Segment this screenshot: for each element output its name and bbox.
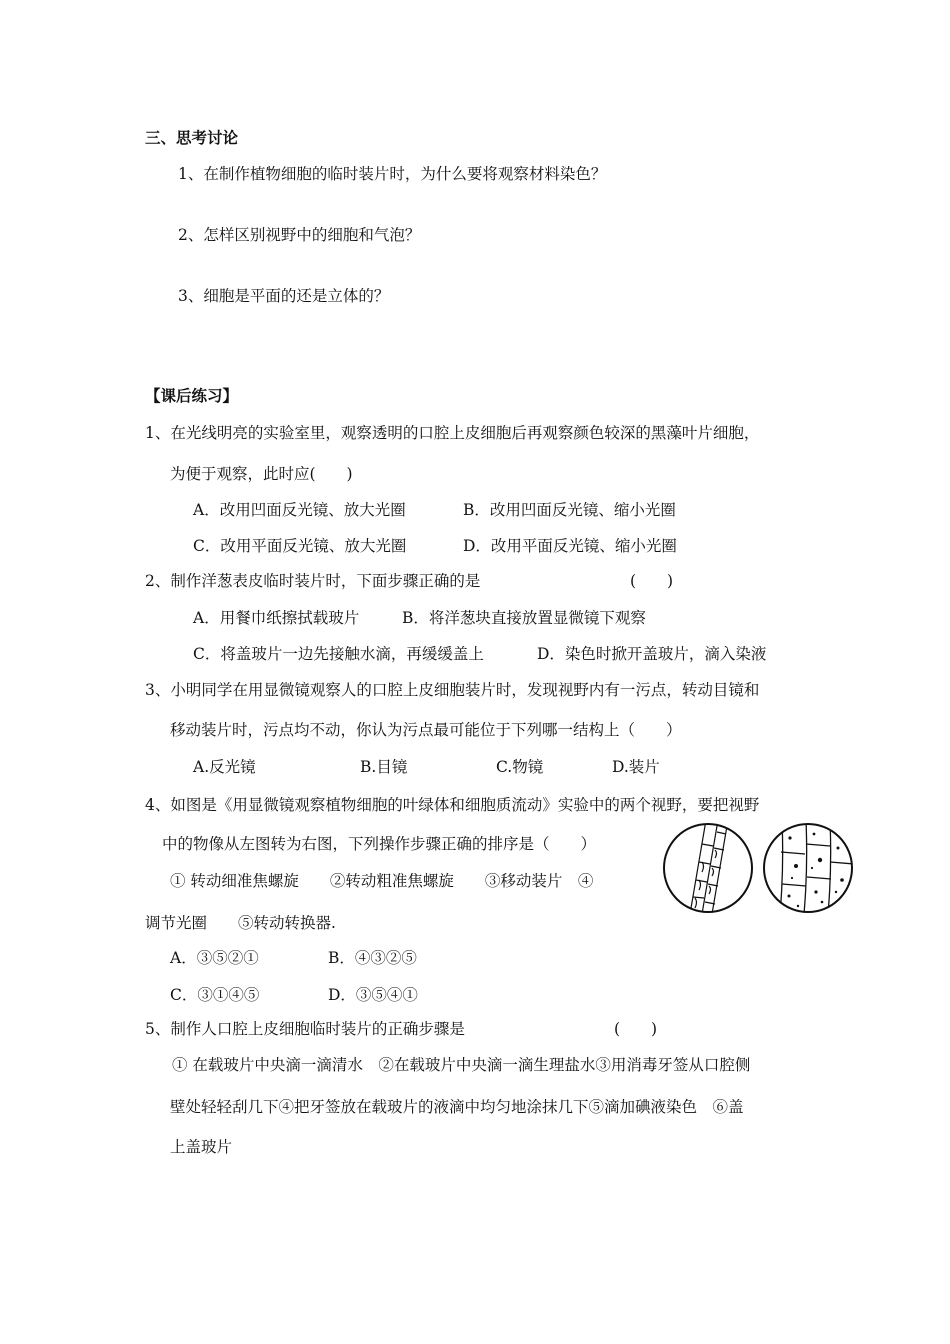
practice-q1-option-a: A．改用凹面反光镜、放大光圈 xyxy=(193,501,406,519)
practice-q1-option-c: C．改用平面反光镜、放大光圈 xyxy=(193,537,407,555)
practice-q5-line2: ① 在载玻片中央滴一滴清水 ②在载玻片中央滴一滴生理盐水③用消毒牙签从口腔侧 xyxy=(172,1056,751,1074)
practice-q2-stem: 2、制作洋葱表皮临时装片时，下面步骤正确的是 xyxy=(145,572,481,590)
practice-q4-line3: ① 转动细准焦螺旋 ②转动粗准焦螺旋 ③移动装片 ④ xyxy=(170,872,594,890)
practice-q1-option-d: D．改用平面反光镜、缩小光圈 xyxy=(463,537,677,555)
practice-q3-line2: 移动装片时，污点均不动，你认为污点最可能位于下列哪一结构上（ ） xyxy=(170,721,682,739)
practice-q3-option-d: D.装片 xyxy=(612,758,660,776)
discussion-question-1: 1、在制作植物细胞的临时装片时，为什么要将观察材料染色？ xyxy=(178,165,607,183)
practice-q1-option-b: B．改用凹面反光镜、缩小光圈 xyxy=(463,501,676,519)
practice-q2-option-a: A．用餐巾纸擦拭载玻片 xyxy=(193,609,360,627)
practice-q2-option-b: B．将洋葱块直接放置显微镜下观察 xyxy=(402,609,646,627)
practice-q3-option-c: C.物镜 xyxy=(496,758,544,776)
practice-q4-line1: 4、如图是《用显微镜观察植物细胞的叶绿体和细胞质流动》实验中的两个视野，要把视野 xyxy=(145,796,760,814)
practice-q5-line4: 上盖玻片 xyxy=(170,1138,233,1156)
practice-heading: 【课后练习】 xyxy=(145,387,239,405)
practice-q4-option-a: A．③⑤②① xyxy=(170,949,259,967)
practice-q5-line3: 壁处轻轻刮几下④把牙签放在载玻片的液滴中均匀地涂抹几下⑤滴加碘液染色 ⑥盖 xyxy=(170,1098,744,1116)
microscope-view-right-illustration xyxy=(762,822,854,914)
practice-q5-paren: ( ) xyxy=(614,1020,658,1038)
practice-q4-option-d: D．③⑤④① xyxy=(328,986,418,1004)
practice-q1-line2: 为便于观察，此时应( ) xyxy=(170,465,353,483)
discussion-heading: 三、思考讨论 xyxy=(145,129,239,147)
practice-q5-stem: 5、制作人口腔上皮细胞临时装片的正确步骤是 xyxy=(145,1020,465,1038)
practice-q4-line2: 中的物像从左图转为右图，下列操作步骤正确的排序是（ ） xyxy=(162,835,597,853)
practice-q4-option-c: C．③①④⑤ xyxy=(170,986,260,1004)
discussion-question-3: 3、细胞是平面的还是立体的？ xyxy=(178,287,390,305)
practice-q3-option-a: A.反光镜 xyxy=(193,758,256,776)
practice-q2-option-c: C．将盖玻片一边先接触水滴，再缓缓盖上 xyxy=(193,645,484,663)
practice-q4-line4: 调节光圈 ⑤转动转换器. xyxy=(145,914,336,932)
practice-q4-option-b: B．④③②⑤ xyxy=(328,949,417,967)
microscope-view-left-illustration xyxy=(662,822,754,914)
practice-q2-paren: ( ) xyxy=(630,572,674,590)
practice-q3-option-b: B.目镜 xyxy=(360,758,408,776)
practice-q2-option-d: D．染色时掀开盖玻片，滴入染液 xyxy=(537,645,767,663)
discussion-question-2: 2、怎样区别视野中的细胞和气泡？ xyxy=(178,226,421,244)
practice-q3-line1: 3、小明同学在用显微镜观察人的口腔上皮细胞装片时，发现视野内有一污点，转动目镜和 xyxy=(145,681,760,699)
practice-q1-line1: 1、在光线明亮的实验室里，观察透明的口腔上皮细胞后再观察颜色较深的黑藻叶片细胞， xyxy=(145,424,760,442)
